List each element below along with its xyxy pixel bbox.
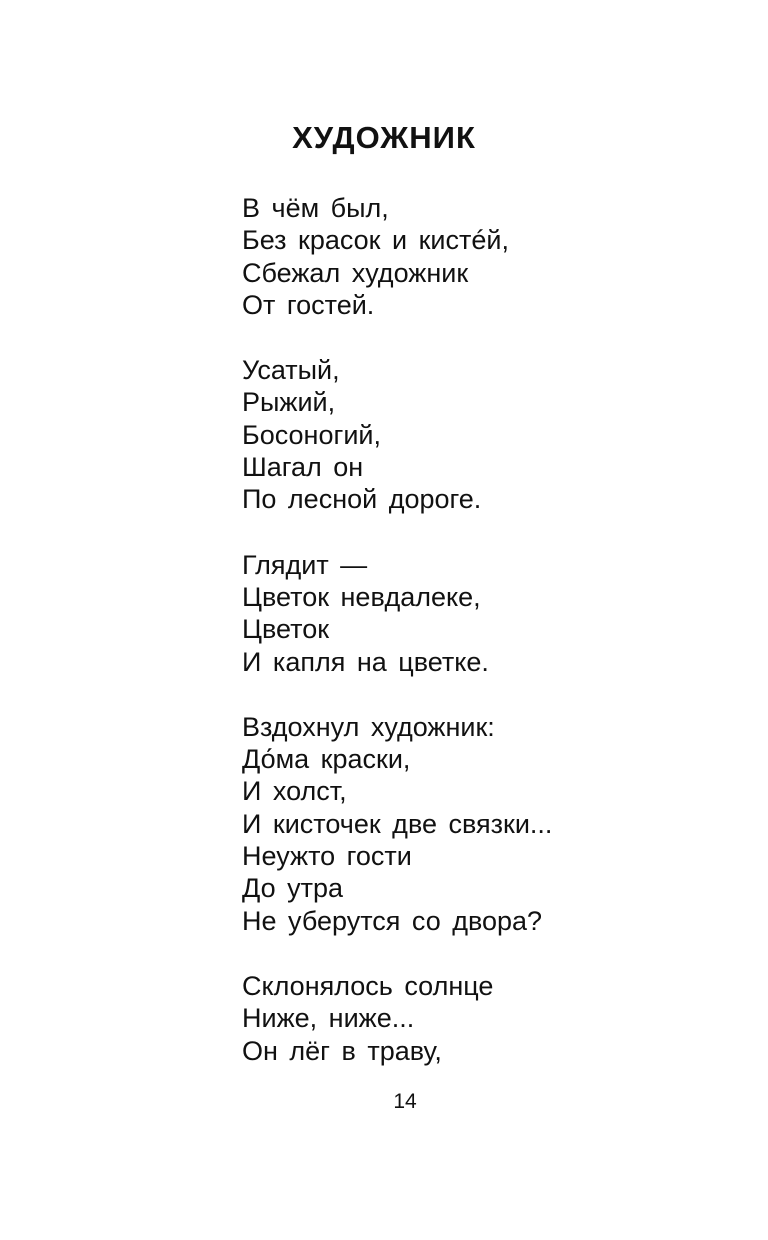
poem-line: По лесной дороге. [242, 484, 482, 515]
poem-line: Ниже, ниже... [242, 1003, 415, 1034]
poem-line: Без красок и кистéй, [242, 225, 509, 256]
poem-line: Не уберутся со двора? [242, 905, 543, 936]
stanza-2 [242, 354, 742, 515]
poem-line: И кисточек две связки... [242, 808, 553, 839]
poem-line: Усатый, [242, 355, 340, 386]
poem-line: От гостей. [242, 289, 375, 320]
poem-line: Цветок невдалеке, [242, 581, 481, 612]
stanza-1 [242, 192, 742, 321]
poem-line: Неужто гости [242, 841, 412, 872]
poem-line: Вздохнул художник: [242, 711, 495, 742]
poem-line: И капля на цветке. [242, 646, 489, 677]
stanza-4 [242, 711, 742, 937]
poem-line: И холст, [242, 776, 347, 807]
poem-line: Глядит — [242, 549, 368, 580]
poem-line: В чём был, [242, 193, 389, 223]
poem-body [242, 192, 742, 1100]
poem-line: Склонялось солнце [242, 970, 494, 1001]
poem-line: Сбежал художник [242, 257, 469, 288]
poem-title: ХУДОЖНИК [292, 120, 476, 155]
stanza-5 [242, 970, 742, 1067]
poem-line: Он лёг в траву, [242, 1035, 442, 1066]
poem-line: Босоногий, [242, 419, 381, 450]
stanza-3 [242, 549, 742, 678]
poem-line: Рыжий, [242, 387, 336, 418]
poem-line: До́ма краски, [242, 744, 411, 775]
poem-line: До утра [242, 873, 344, 904]
poem-line: Шагал он [242, 452, 364, 483]
poem-line: Цветок [242, 614, 330, 645]
page-number: 14 [393, 1090, 417, 1113]
